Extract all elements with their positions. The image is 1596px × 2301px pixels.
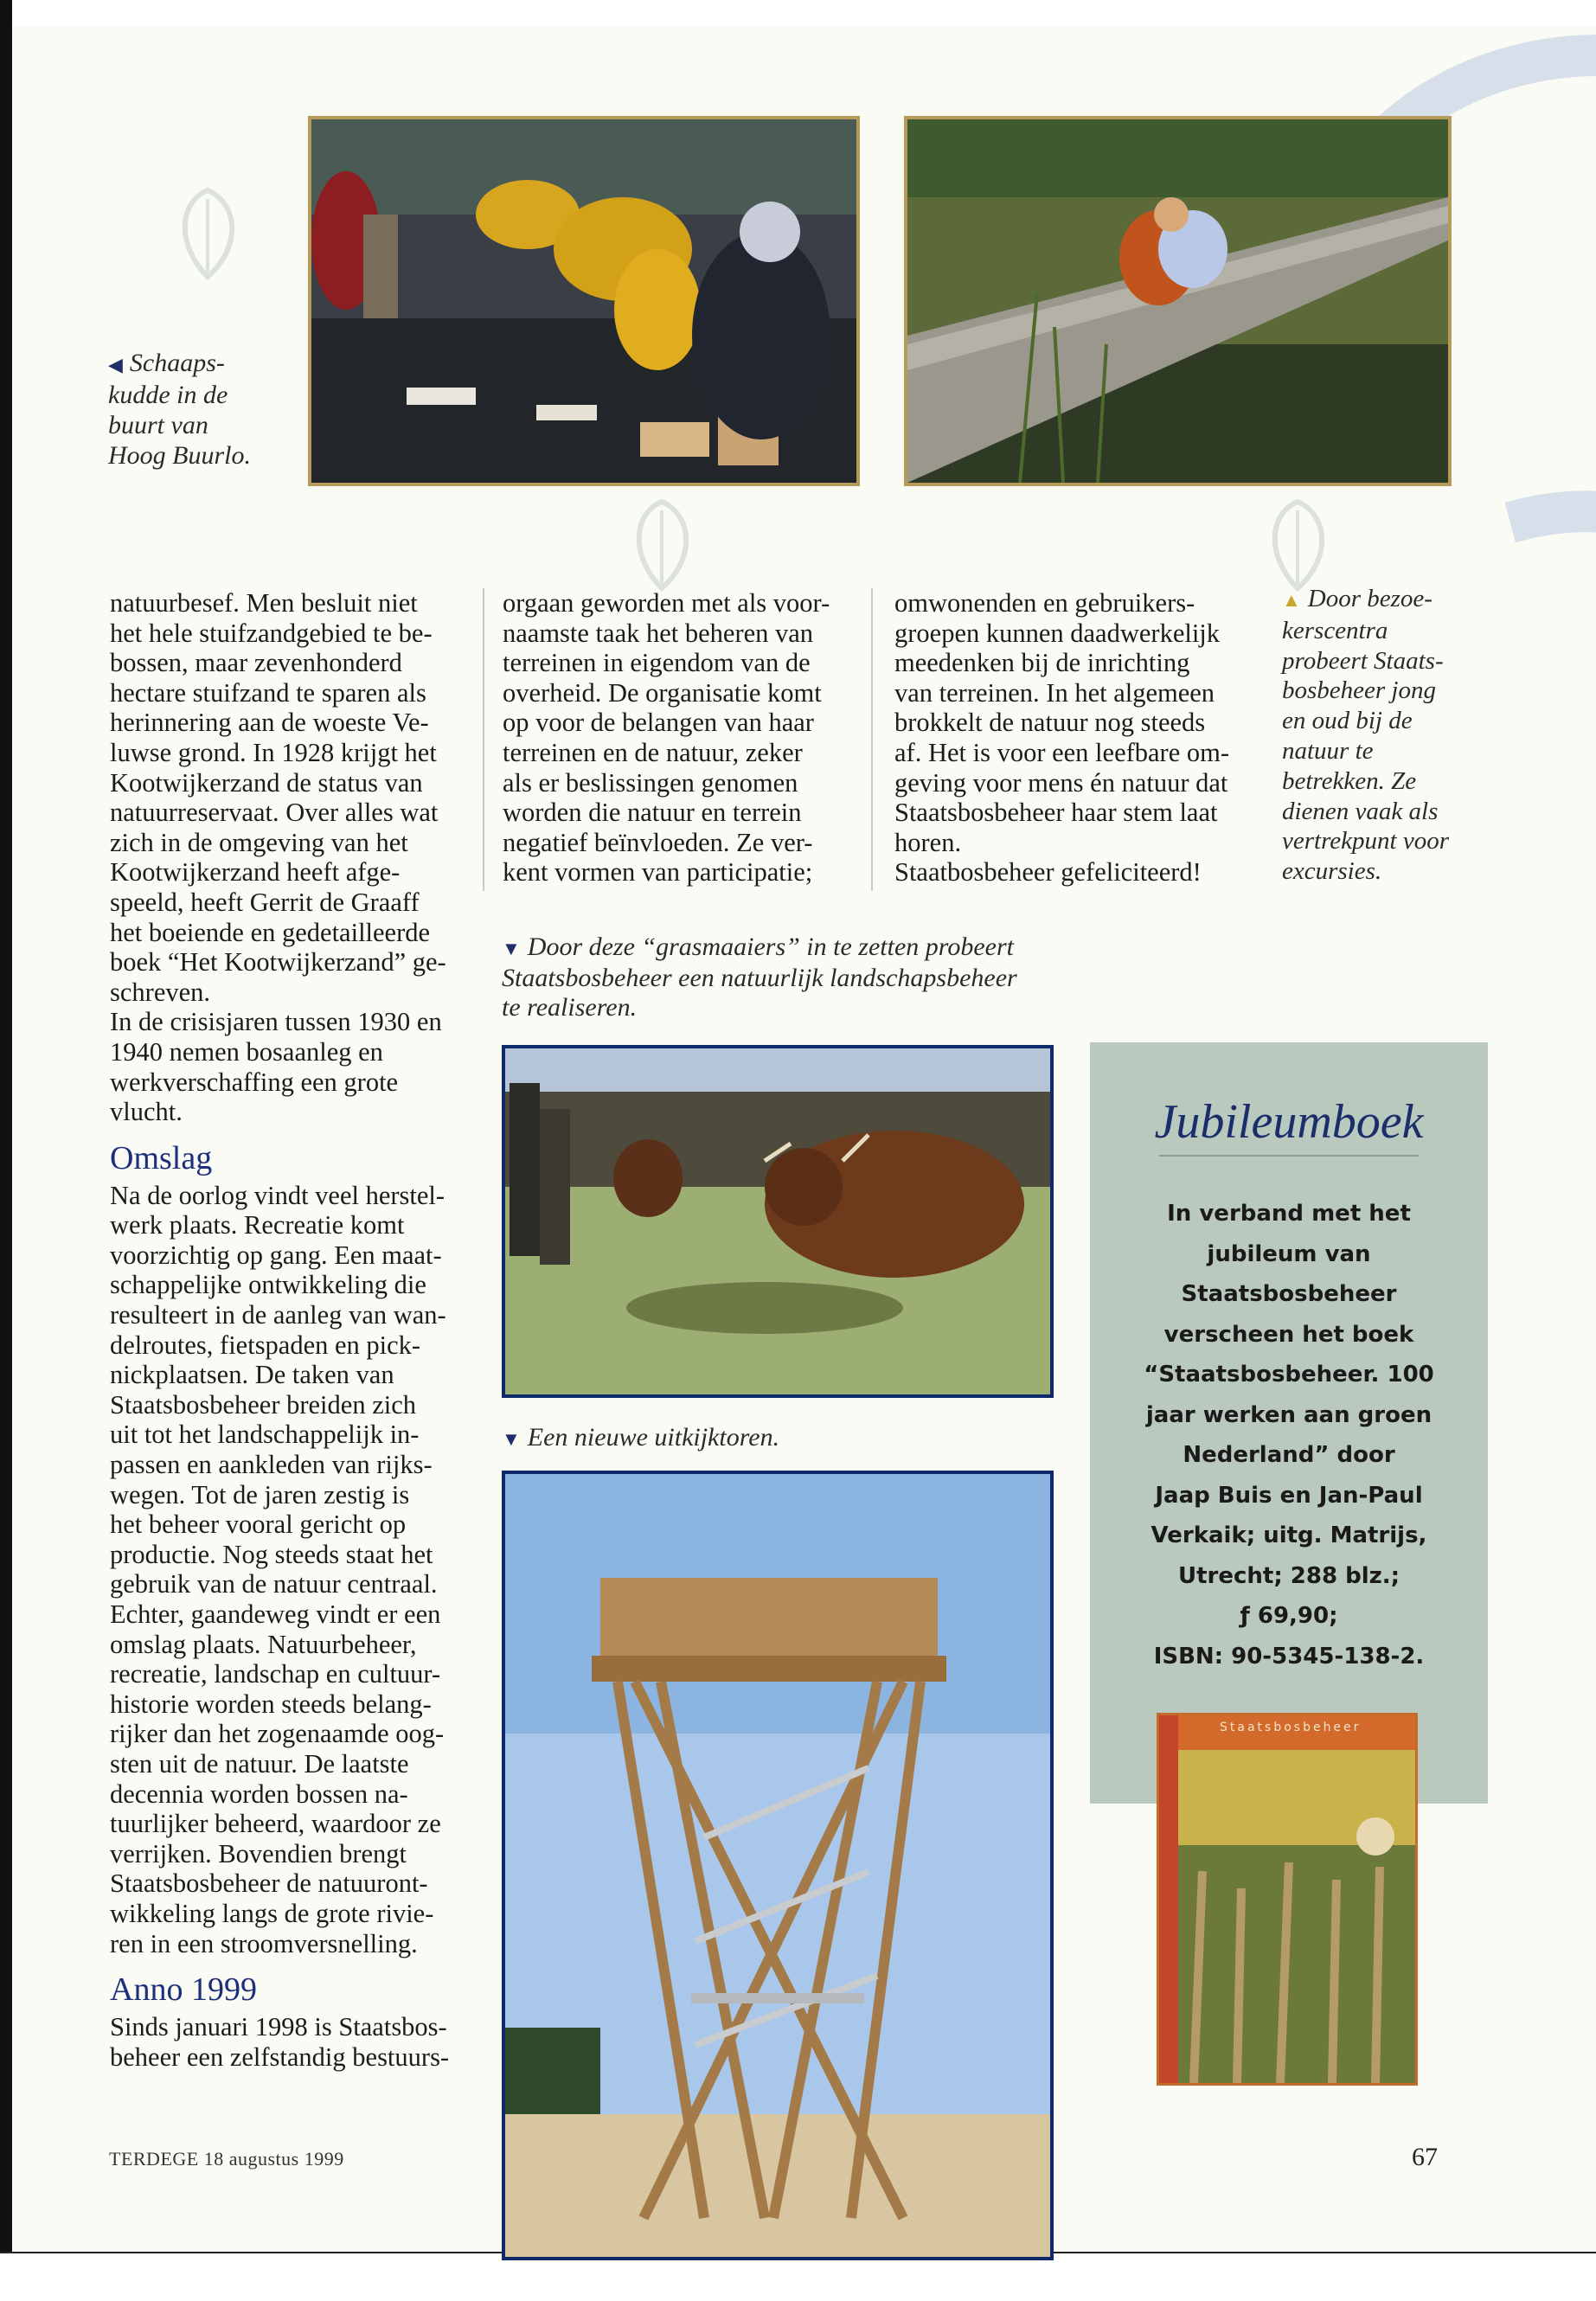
text-line: Staatsbosbeheer de natuuront- xyxy=(110,1868,428,1899)
column-3-text xyxy=(894,588,1258,888)
text-line: gebruik van de natuur centraal. xyxy=(110,1569,438,1599)
sidebox-title: Jubileumboek xyxy=(1154,1095,1424,1149)
heading-anno-1999: Anno 1999 xyxy=(110,1971,257,2009)
text-line: 1940 nemen bosaanleg en xyxy=(110,1036,383,1067)
book-cover-image xyxy=(1157,1713,1418,2086)
text-line: groepen kunnen daadwerkelijk xyxy=(894,618,1221,648)
text-line: af. Het is voor een leefbare om- xyxy=(894,737,1229,767)
text-line: wikkeling langs de grote rivie- xyxy=(110,1898,434,1928)
column-divider xyxy=(871,588,873,891)
text-line: het beheer vooral gericht op xyxy=(110,1509,407,1540)
text-line: schappelijke ontwikkeling die xyxy=(110,1270,426,1300)
down-arrow-icon: ▼ xyxy=(502,938,521,959)
text-line: historie worden steeds belang- xyxy=(110,1689,432,1719)
column-1-intro xyxy=(110,588,465,1127)
text-line: recreatie, landschap en cultuur- xyxy=(110,1659,441,1689)
text-line: beheer een zelfstandig bestuurs- xyxy=(110,2041,450,2072)
down-arrow-icon: ▼ xyxy=(502,1428,521,1450)
text-line: brokkelt de natuur nog steeds xyxy=(894,708,1206,738)
text-line: Kootwijkerzand heeft afge- xyxy=(110,857,401,888)
caption-bezoekerscentra: ▲ Door bezoe- kerscentra probeert Staats- bosbeheer jong en oud bij de natuur te betrekken. Ze dienen vaak als vertrekpunt voor excursies. xyxy=(1282,585,1450,886)
text-line: boek “Het Kootwijkerzand” ge- xyxy=(110,947,446,977)
text-line: sten uit de natuur. De laatste xyxy=(110,1748,409,1779)
sidebox-jubileumboek xyxy=(1090,1042,1488,1804)
column-2-text xyxy=(503,588,857,888)
text-line: Kootwijkerzand de status van xyxy=(110,767,423,798)
text-line: tuurlijker beheerd, waardoor ze xyxy=(110,1809,441,1839)
text-line: speeld, heeft Gerrit de Graaff xyxy=(110,887,420,917)
text-line: In de crisisjaren tussen 1930 en xyxy=(110,1007,442,1037)
text-line: Staatsbosbeheer breiden zich xyxy=(110,1389,416,1420)
text-line: uit tot het landschappelijk in- xyxy=(110,1420,420,1450)
sidebox-divider xyxy=(1159,1155,1419,1157)
text-line: het boeiende en gedetailleerde xyxy=(110,917,431,947)
text-line: delroutes, fietspaden en pick- xyxy=(110,1330,421,1360)
text-line: natuurreservaat. Over alles wat xyxy=(110,798,439,828)
page-top-edge xyxy=(0,0,1596,26)
caption-uitkijktoren: ▼ Een nieuwe uitkijktoren. xyxy=(502,1423,780,1452)
text-line: orgaan geworden met als voor- xyxy=(503,588,830,618)
up-arrow-icon: ▲ xyxy=(1282,589,1301,611)
text-line: ren in een stroomversnelling. xyxy=(110,1928,418,1958)
leaf-logo-watermark xyxy=(1259,497,1336,593)
text-line: werk plaats. Recreatie komt xyxy=(110,1210,405,1240)
column-1-omslag-text xyxy=(110,1181,465,1958)
text-line: Staatsbosbeheer haar stem laat xyxy=(894,798,1218,828)
text-line: decennia worden bossen na- xyxy=(110,1779,408,1809)
column-divider xyxy=(483,588,484,891)
photo-boardwalk xyxy=(904,116,1452,486)
article-column-3 xyxy=(894,588,1258,888)
page-bottom-edge xyxy=(0,2253,1596,2301)
text-line: resulteert in de aanleg van wan- xyxy=(110,1300,446,1330)
text-line: terreinen in eigendom van de xyxy=(503,648,811,678)
photo-lookout-tower xyxy=(502,1471,1054,2260)
text-line: schreven. xyxy=(110,977,211,1007)
text-line: als er beslissingen genomen xyxy=(503,767,798,798)
leaf-logo-watermark xyxy=(169,186,247,281)
article-column-2 xyxy=(503,588,857,888)
book-cover-title: Staatsbosbeheer xyxy=(1220,1721,1362,1734)
text-line: negatief beïnvloeden. Ze ver- xyxy=(503,827,813,857)
text-line: Sinds januari 1998 is Staatsbos- xyxy=(110,2012,447,2042)
page-left-edge xyxy=(0,0,12,2301)
text-line: rijker dan het zogenaamde oog- xyxy=(110,1719,445,1749)
text-line: herinnering aan de woeste Ve- xyxy=(110,708,429,738)
text-line: overheid. De organisatie komt xyxy=(503,677,822,708)
sidebox-text: In verband met het jubileum van Staatsbosbeheer verscheen het boek “Staatsbosbeheer. 100 jaar werken aan groen Nederland” door Jaap Buis en Jan-Paul Verkaik; uitg. Matrijs, Utrecht; 288 blz.; ƒ 69,90; ISBN: 90-5345-138-2. xyxy=(1144,1201,1434,1670)
text-line: luwse grond. In 1928 krijgt het xyxy=(110,737,437,767)
photo-highland-cattle xyxy=(502,1045,1054,1398)
text-line: worden die natuur en terrein xyxy=(503,798,802,828)
text-line: vlucht. xyxy=(110,1097,183,1127)
text-line: naamste taak het beheren van xyxy=(503,618,814,648)
text-line: omslag plaats. Natuurbeheer, xyxy=(110,1629,417,1659)
text-line: hectare stuifzand te sparen als xyxy=(110,677,426,708)
text-line: horen. xyxy=(894,827,962,857)
footer-publication: TERDEGE 18 augustus 1999 xyxy=(109,2148,344,2170)
column-1-anno-text xyxy=(110,2012,465,2072)
caption-schaapskudde: ◀ Schaaps- kudde in de buurt van Hoog Buurlo. xyxy=(108,349,251,470)
leaf-logo-watermark xyxy=(623,497,701,593)
text-line: Echter, gaandeweg vindt er een xyxy=(110,1599,441,1629)
text-line: verrijken. Bovendien brengt xyxy=(110,1838,407,1868)
page-number: 67 xyxy=(1412,2143,1438,2171)
photo-workshop xyxy=(308,116,860,486)
left-arrow-icon: ◀ xyxy=(108,354,123,375)
text-line: natuurbesef. Men besluit niet xyxy=(110,588,418,618)
text-line: bossen, maar zevenhonderd xyxy=(110,648,402,678)
text-line: kent vormen van participatie; xyxy=(503,857,813,888)
text-line: terreinen en de natuur, zeker xyxy=(503,737,803,767)
caption-grasmaaiers: ▼ Door deze “grasmaaiers” in te zetten probeert Staatsbosbeheer een natuurlijk landschapsbeheer te realiseren. xyxy=(502,933,1017,1022)
text-line: zich in de omgeving van het xyxy=(110,827,408,857)
article-column-1 xyxy=(110,588,465,2072)
text-line: productie. Nog steeds staat het xyxy=(110,1539,433,1569)
text-line: nickplaatsen. De taken van xyxy=(110,1360,394,1390)
text-line: voorzichtig op gang. Een maat- xyxy=(110,1240,442,1270)
text-line: meedenken bij de inrichting xyxy=(894,648,1190,678)
text-line: geving voor mens én natuur dat xyxy=(894,767,1228,798)
text-line: wegen. Tot de jaren zestig is xyxy=(110,1479,410,1509)
text-line: passen en aankleden van rijks- xyxy=(110,1450,433,1480)
text-line: het hele stuifzandgebied te be- xyxy=(110,618,433,648)
text-line: Staatbosbeheer gefeliciteerd! xyxy=(894,857,1202,888)
text-line: werkverschaffing een grote xyxy=(110,1067,399,1097)
heading-omslag: Omslag xyxy=(110,1139,213,1176)
text-line: van terreinen. In het algemeen xyxy=(894,677,1215,708)
text-line: op voor de belangen van haar xyxy=(503,708,814,738)
text-line: omwonenden en gebruikers- xyxy=(894,588,1195,618)
text-line: Na de oorlog vindt veel herstel- xyxy=(110,1180,445,1210)
